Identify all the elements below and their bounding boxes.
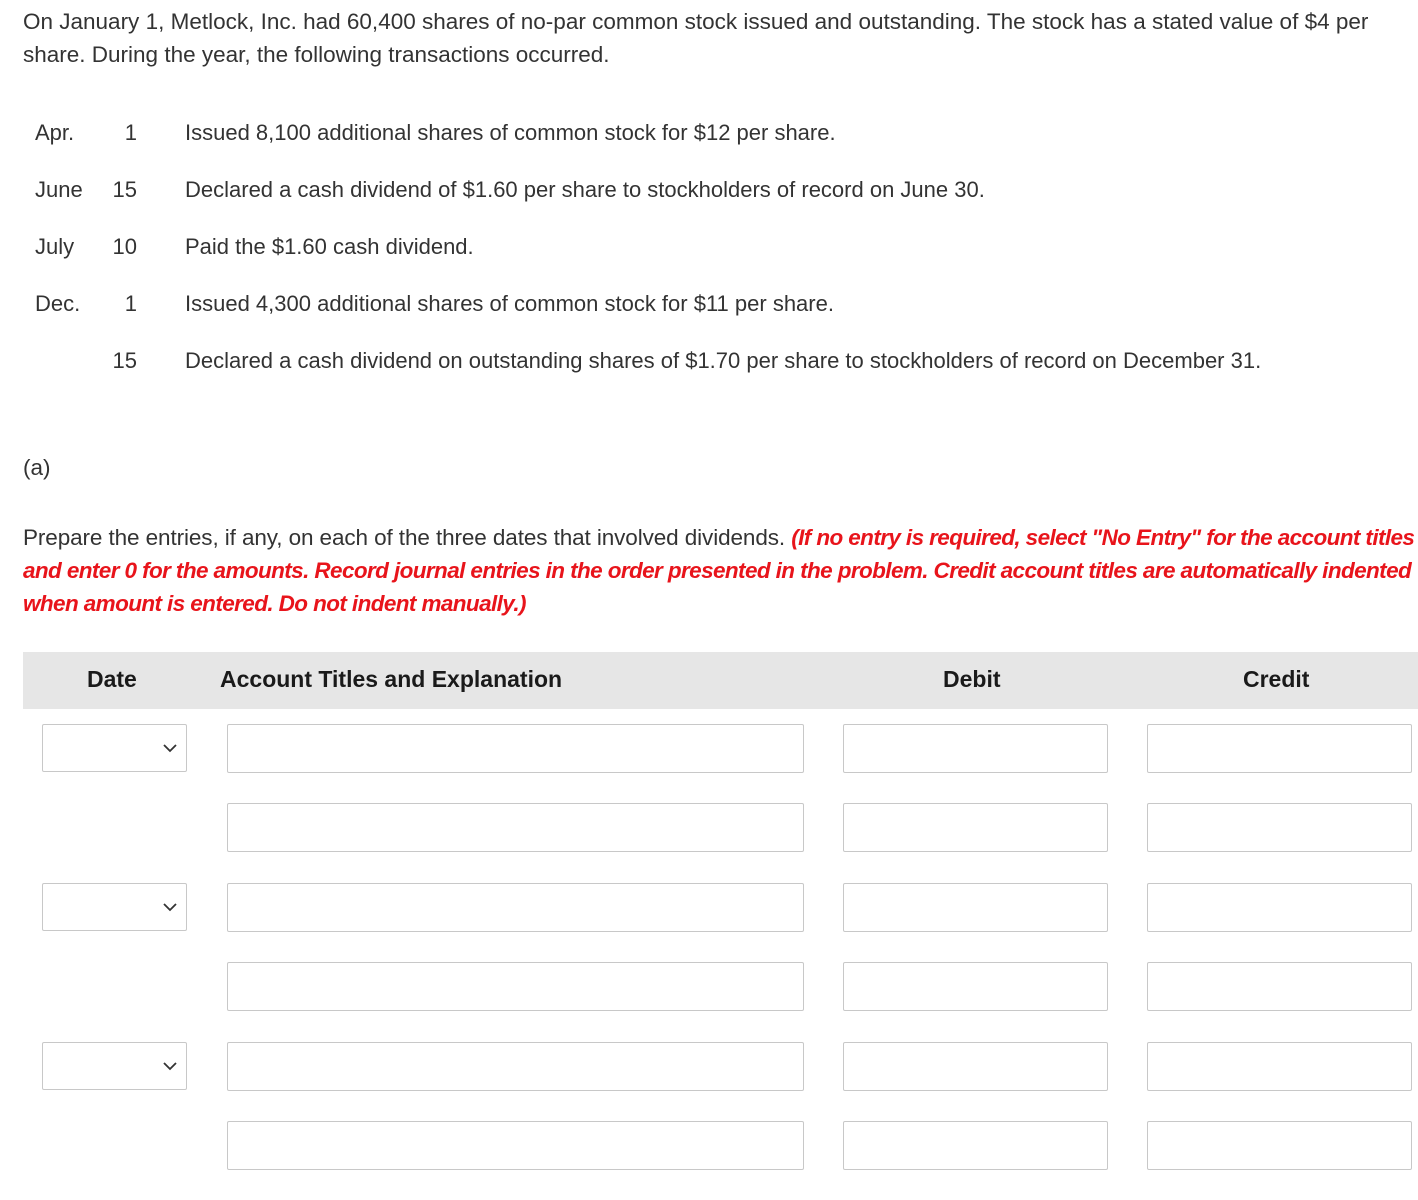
account-title-input[interactable] (227, 724, 804, 773)
journal-header (23, 652, 1418, 709)
credit-input[interactable] (1147, 962, 1412, 1011)
journal-row (0, 962, 1418, 1012)
transaction-month: Apr. (35, 120, 75, 145)
chevron-down-icon (162, 1056, 178, 1076)
account-title-input[interactable] (227, 803, 804, 852)
chevron-down-icon (162, 738, 178, 758)
debit-input[interactable] (843, 1042, 1108, 1091)
account-column-header: Account Titles and Explanation (220, 666, 563, 692)
transaction-day: 15 (112, 177, 137, 202)
credit-input[interactable] (1147, 1042, 1412, 1091)
debit-input[interactable] (843, 1121, 1108, 1170)
journal-row (0, 883, 1418, 933)
transaction-description: Declared a cash dividend on outstanding shares of $1.70 per share to stockholders of record on December 31. (185, 348, 1262, 373)
transaction-day: 10 (112, 234, 137, 259)
instructions (23, 521, 1415, 620)
debit-column-header: Debit (943, 666, 1001, 692)
account-title-input[interactable] (227, 962, 804, 1011)
chevron-down-icon (162, 897, 178, 917)
transaction-description: Issued 8,100 additional shares of common stock for $12 per share. (185, 120, 836, 145)
journal-row (0, 724, 1418, 774)
account-title-input[interactable] (227, 883, 804, 932)
account-title-input[interactable] (227, 1121, 804, 1170)
credit-input[interactable] (1147, 883, 1412, 932)
credit-input[interactable] (1147, 724, 1412, 773)
credit-column-header: Credit (1243, 666, 1310, 692)
transaction-description: Declared a cash dividend of $1.60 per share to stockholders of record on June 30. (185, 177, 985, 202)
transaction-day: 15 (112, 348, 137, 373)
instructions-note: (If no entry is required, select "No Entry" for the account titles and enter 0 for the amounts. Record journal entries in the order presented in the problem. Credit account titles are automatically indented when amount is entered. Do not indent manually.) (23, 525, 1415, 616)
date-column-header: Date (87, 666, 137, 692)
account-title-input[interactable] (227, 1042, 804, 1091)
transaction-month: July (35, 234, 75, 259)
credit-input[interactable] (1147, 803, 1412, 852)
journal-row (0, 803, 1418, 853)
transaction-day: 1 (124, 291, 137, 316)
journal-row (0, 1121, 1418, 1171)
date-dropdown[interactable] (42, 883, 187, 931)
credit-input[interactable] (1147, 1121, 1412, 1170)
date-dropdown[interactable] (42, 724, 187, 772)
debit-input[interactable] (843, 724, 1108, 773)
transaction-description: Issued 4,300 additional shares of common stock for $11 per share. (185, 291, 834, 316)
problem-intro: On January 1, Metlock, Inc. had 60,400 shares of no-par common stock issued and outstanding. The stock has a stated value of $4 per share. During the year, the following transactions occurred. (23, 9, 1369, 67)
transaction-month: June (35, 177, 83, 202)
transaction-description: Paid the $1.60 cash dividend. (185, 234, 474, 259)
debit-input[interactable] (843, 962, 1108, 1011)
transaction-day: 1 (124, 120, 137, 145)
debit-input[interactable] (843, 883, 1108, 932)
journal-row (0, 1042, 1418, 1092)
transaction-month: Dec. (35, 291, 81, 316)
instructions-text: Prepare the entries, if any, on each of the three dates that involved dividends. (23, 525, 786, 550)
part-label: (a) (23, 455, 51, 480)
date-dropdown[interactable] (42, 1042, 187, 1090)
debit-input[interactable] (843, 803, 1108, 852)
